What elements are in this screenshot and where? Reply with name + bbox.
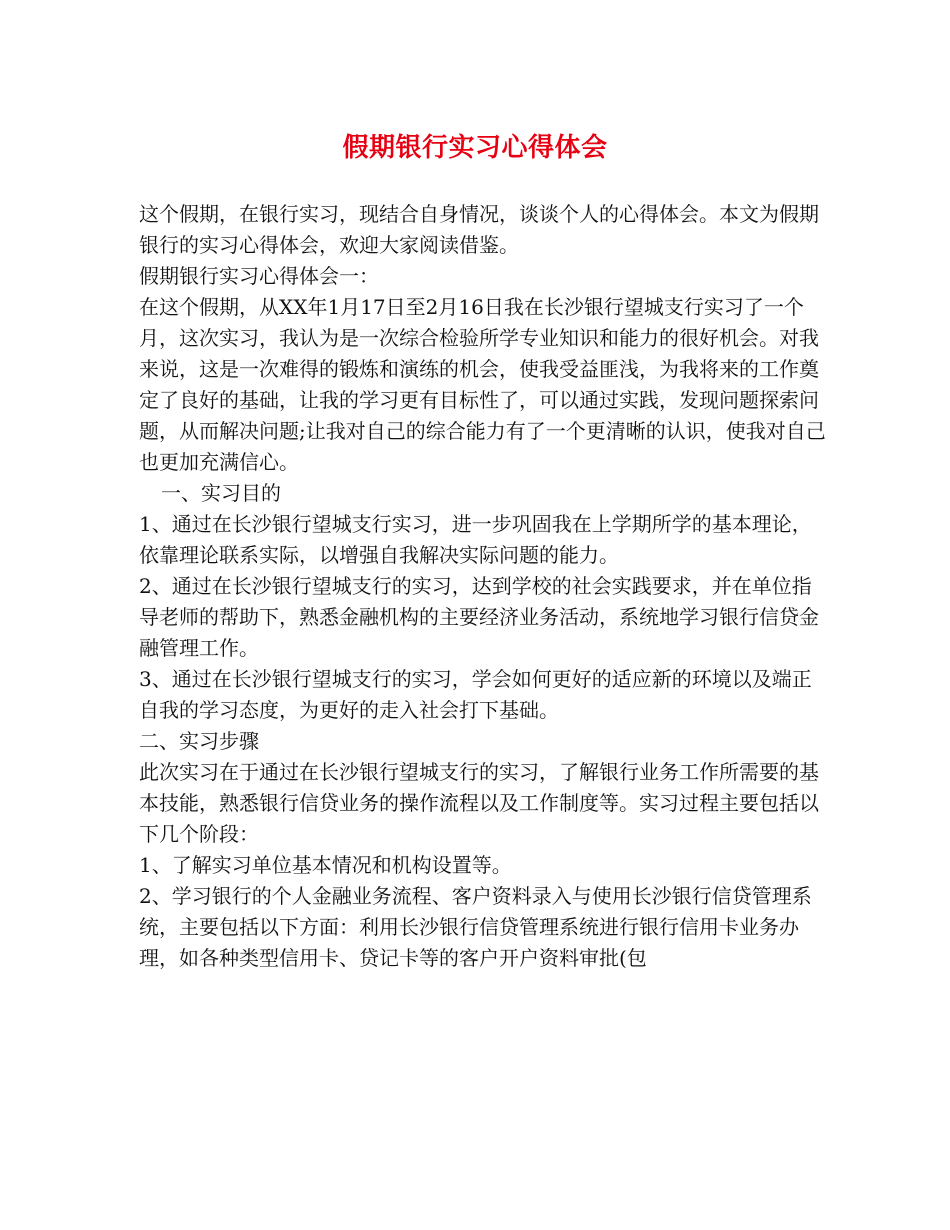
list-item-purpose-3: 3、通过在长沙银行望城支行的实习，学会如何更好的适应新的环境以及端正自我的学习态度，为更好的走入社会打下基础。 xyxy=(139,667,812,722)
paragraph-subtitle: 假期银行实习心得体会一： xyxy=(139,264,379,288)
section-heading-purpose: 一、实习目的 xyxy=(161,481,281,505)
list-item-step-1: 1、了解实习单位基本情况和机构设置等。 xyxy=(139,853,512,877)
paragraph-steps-intro: 此次实习在于通过在长沙银行望城支行的实习，了解银行业务工作所需要的基本技能，熟悉银行信贷业务的操作流程以及工作制度等。实习过程主要包括以下几个阶段： xyxy=(139,760,819,846)
list-item-purpose-2: 2、通过在长沙银行望城支行的实习，达到学校的社会实践要求，并在单位指导老师的帮助下，熟悉金融机构的主要经济业务活动，系统地学习银行信贷金融管理工作。 xyxy=(139,574,819,660)
section-heading-steps: 二、实习步骤 xyxy=(139,729,259,753)
list-item-purpose-1: 1、通过在长沙银行望城支行实习，进一步巩固我在上学期所学的基本理论，依靠理论联系实际，以增强自我解决实际问题的能力。 xyxy=(139,512,812,567)
document-title: 假期银行实习心得体会 xyxy=(342,133,608,163)
document-body xyxy=(139,199,829,974)
list-item-step-2: 2、学习银行的个人金融业务流程、客户资料录入与使用长沙银行信贷管理系统，主要包括以下方面：利用长沙银行信贷管理系统进行银行信用卡业务办理，如各种类型信用卡、贷记卡等的客户开户资料审批(包 xyxy=(139,884,812,970)
paragraph-main: 在这个假期，从XX年1月17日至2月16日我在长沙银行望城支行实习了一个月，这次实习，我认为是一次综合检验所学专业知识和能力的很好机会。对我来说，这是一次难得的锻炼和演练的机会，使我受益匪浅，为我将来的工作奠定了良好的基础，让我的学习更有目标性了，可以通过实践，发现问题探索问题，从而解决问题;让我对自己的综合能力有了一个更清晰的认识，使我对自己也更加充满信心。 xyxy=(139,295,826,474)
paragraph-intro: 这个假期，在银行实习，现结合自身情况，谈谈个人的心得体会。本文为假期银行的实习心得体会，欢迎大家阅读借鉴。 xyxy=(139,202,819,257)
